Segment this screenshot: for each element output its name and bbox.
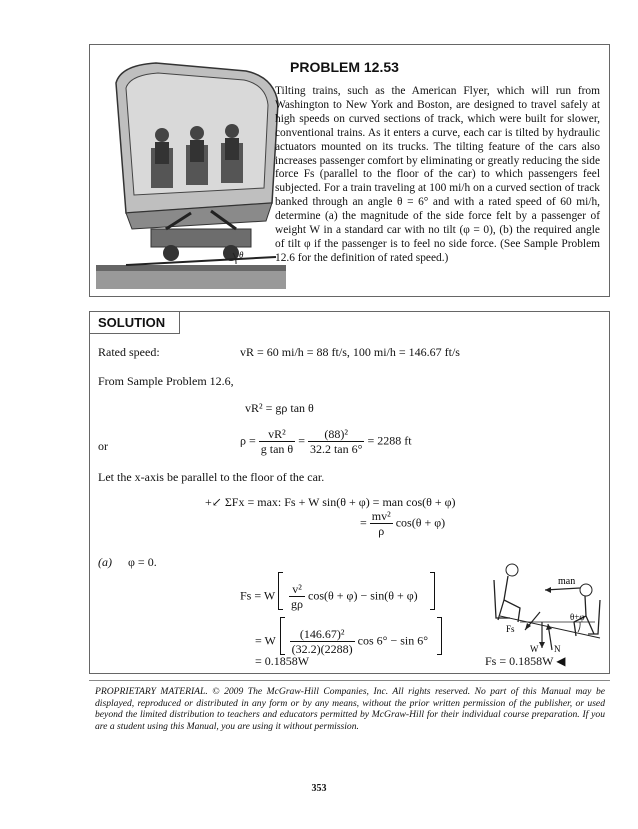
rho-equation: ρ = $\frac{\text{vR²}}{\text{g tan θ}}$ = $\frac{\text{(88)²}}{32.2 \tan 6^\circ}$ = 2288 ft xyxy=(240,427,412,456)
solution-box xyxy=(89,311,610,674)
fig-angle-label: θ+φ xyxy=(570,612,585,622)
mv2-den: ρ xyxy=(370,523,393,538)
fig-ma-label: man xyxy=(558,576,576,587)
right-bracket-1 xyxy=(430,572,435,610)
proprietary-notice: PROPRIETARY MATERIAL. © 2009 The McGraw-Hill Companies, Inc. All rights reserved. No part of this Manual may be displayed, reproduced or distributed in any form or by any means, without the prior written permission of the publisher, or used beyond the limited distribution to teachers and educators permitted by McGraw-Hill for their individual course preparation. If you are a student using this Manual, you are using it without permission. xyxy=(95,686,605,732)
fig-n-label: N xyxy=(554,644,561,654)
fs-lhs: Fs = W xyxy=(240,588,276,603)
rho-result: = 2288 ft xyxy=(367,433,412,448)
answer-a: Fs = 0.1858W ◀ xyxy=(485,654,566,668)
rho-fraction-1 xyxy=(259,427,295,456)
fs2-den: (32.2)(2288) xyxy=(291,642,353,656)
page-number: 353 xyxy=(311,783,327,794)
right-bracket-2 xyxy=(437,617,442,655)
problem-statement: Tilting trains, such as the American Flyer, which will run from Washington to New York and Boston, are designed to travel safely at high speeds on curved sections of track, which were built for slower, conventional trains. As it enters a curve, each car is tilted by hydraulic actuators mounted on its trucks. The tilting feature of the cars also increases passenger comfort by eliminating or greatly reducing the side force Fs (parallel to the floor of the car) to which passengers feel subjected. For a train traveling at 100 mi/h on a curved section of track banked through an angle θ = 6° and with a rated speed of 60 mi/h, determine (a) the magnitude of the side force felt by a passenger of weight W in a standard car with no tilt (φ = 0), (b) the required angle of tilt φ if the passenger is to feel no side force. (See Sample Problem 12.6 for the definition of rated speed.) xyxy=(275,85,600,264)
fs-num: v² xyxy=(292,582,302,596)
rho-f1-den: g tan θ xyxy=(260,442,294,456)
sum-f-2-rest: cos(θ + φ) xyxy=(395,515,446,530)
fs2-fraction xyxy=(290,627,355,656)
part-a-label: (a) xyxy=(98,555,112,569)
fs-result: = 0.1858W xyxy=(255,654,310,668)
sum-forces-equation: +↙ ΣFx = max: Fs + W sin(θ + φ) = man cos(θ + φ) xyxy=(205,495,456,509)
left-bracket-1 xyxy=(278,572,283,610)
train-car-illustration xyxy=(96,53,286,289)
problem-title: PROBLEM 12.53 xyxy=(290,59,399,75)
fs-equation-1 xyxy=(240,582,418,611)
rated-speed-equation: vR = 60 mi/h = 88 ft/s, 100 mi/h = 146.67 ft/s xyxy=(240,345,460,359)
footer-divider xyxy=(89,680,610,681)
rho-f2-den: 32.2 tan 6° xyxy=(309,442,363,456)
sum-f-2-eq: = xyxy=(360,515,367,530)
or-label: or xyxy=(98,439,108,453)
rho-f2-num: (88)² xyxy=(324,427,348,441)
left-bracket-2 xyxy=(280,617,285,655)
part-a-condition: φ = 0. xyxy=(128,555,157,569)
free-body-diagram xyxy=(490,560,605,655)
problem-box xyxy=(89,44,610,297)
fs-fraction xyxy=(289,582,305,611)
fs2-lhs: = W xyxy=(255,633,276,648)
fs-rest: cos(θ + φ) − sin(θ + φ) xyxy=(308,588,418,603)
rated-speed-label: Rated speed: xyxy=(98,345,160,359)
mv2-fraction xyxy=(370,509,393,538)
mv2-num: mv² xyxy=(371,509,391,523)
fs2-rest: cos 6° − sin 6° xyxy=(357,633,429,648)
fs-den: gρ xyxy=(291,597,304,611)
x-axis-statement: Let the x-axis be parallel to the floor of the car. xyxy=(98,470,325,484)
rho-f1-num: vR² xyxy=(268,427,286,441)
equation-rated-speed: vR² = gρ tan θ xyxy=(245,401,314,415)
from-sample-problem: From Sample Problem 12.6, xyxy=(98,374,234,388)
fig-w-label: W xyxy=(530,644,539,654)
fs2-num: (146.67)² xyxy=(299,627,345,641)
figure-angle-label: θ xyxy=(239,250,244,260)
rho-fraction-2 xyxy=(308,427,364,456)
rho-lhs: ρ = xyxy=(240,433,256,448)
sum-forces-continued xyxy=(360,509,445,538)
solution-header: SOLUTION xyxy=(90,312,180,334)
fig-fs-label: Fs xyxy=(506,624,515,634)
